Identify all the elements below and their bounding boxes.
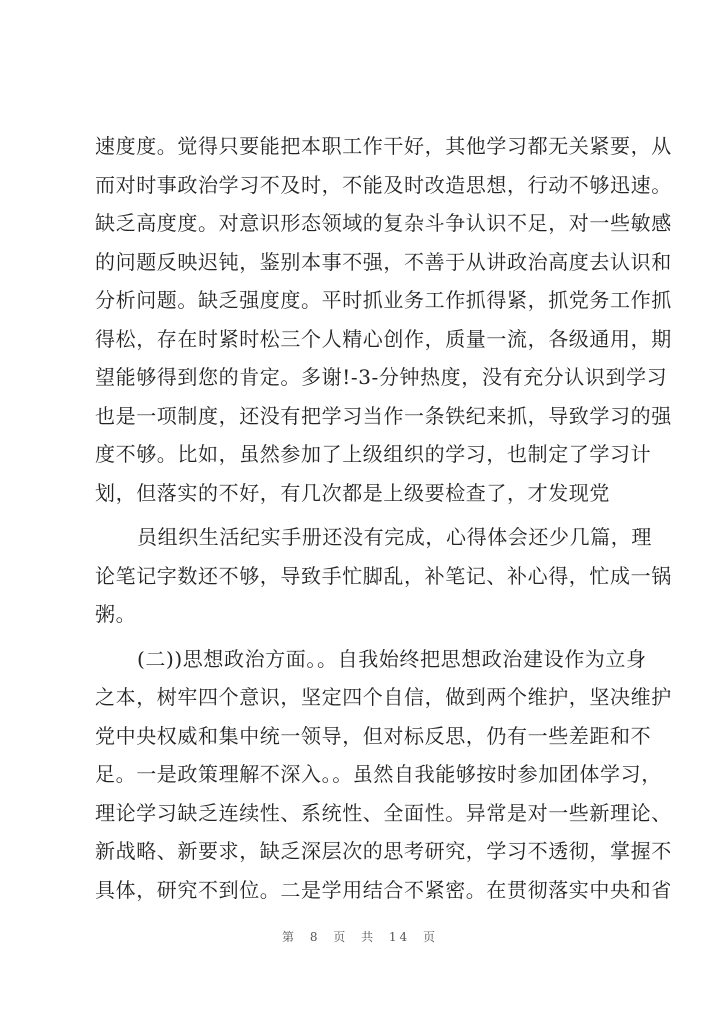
paragraph-start-line: 员组织生活纪实手册还没有完成，心得体会还少几篇，理 [137, 525, 652, 549]
text-line: 粥。 [95, 602, 137, 626]
text-line: 之本，树牢四个意识，坚定四个自信，做到两个维护，坚决维护 [95, 685, 672, 709]
text-line: 缺乏高度度。对意识形态领域的复杂斗争认识不足，对一些敏感 [95, 211, 672, 235]
text-line: 划，但落实的不好，有几次都是上级要检查了，才发现党 [95, 480, 610, 505]
text-line: 论笔记字数还不够，导致手忙脚乱，补笔记、补心得，忙成一锅 [95, 563, 672, 588]
text-line: 具体，研究不到位。二是学用结合不紧密。在贯彻落实中央和省 [95, 877, 672, 902]
page-number-footer: 第 8 页 共 14 页 [282, 930, 438, 944]
text-line: 度不够。比如，虽然参加了上级组织的学习，也制定了学习计 [95, 442, 652, 466]
text-line: 足。一是政策理解不深入。。虽然自我能够按时参加团体学习， [95, 762, 662, 786]
body-text [95, 127, 672, 909]
text-line: 分析问题。缺乏强度度。平时抓业务工作抓得紧，抓党务工作抓 [95, 288, 672, 312]
text-line: 望能够得到您的肯定。多谢!-3-分钟热度，没有充分认识到学习 [95, 365, 668, 389]
text-line: 速度度。觉得只要能把本职工作干好，其他学习都无关紧要，从 [95, 134, 672, 158]
text-line: 而对时事政治学习不及时，不能及时改造思想，行动不够迅速。 [95, 172, 672, 197]
text-line: 也是一项制度，还没有把学习当作一条铁纪来抓，导致学习的强 [95, 403, 672, 428]
text-line: 理论学习缺乏连续性、系统性、全面性。异常是对一些新理论、 [95, 800, 672, 825]
section-heading-line: (二))思想政治方面。。自我始终把思想政治建设作为立身 [137, 646, 647, 671]
text-line: 的问题反映迟钝，鉴别本事不强，不善于从讲政治高度去认识和 [95, 249, 672, 274]
text-line: 新战略、新要求，缺乏深层次的思考研究，学习不透彻，掌握不 [95, 839, 672, 863]
text-line: 党中央权威和集中统一领导，但对标反思，仍有一些差距和不 [95, 723, 652, 748]
text-line: 得松，存在时紧时松三个人精心创作，质量一流，各级通用，期 [95, 326, 672, 351]
